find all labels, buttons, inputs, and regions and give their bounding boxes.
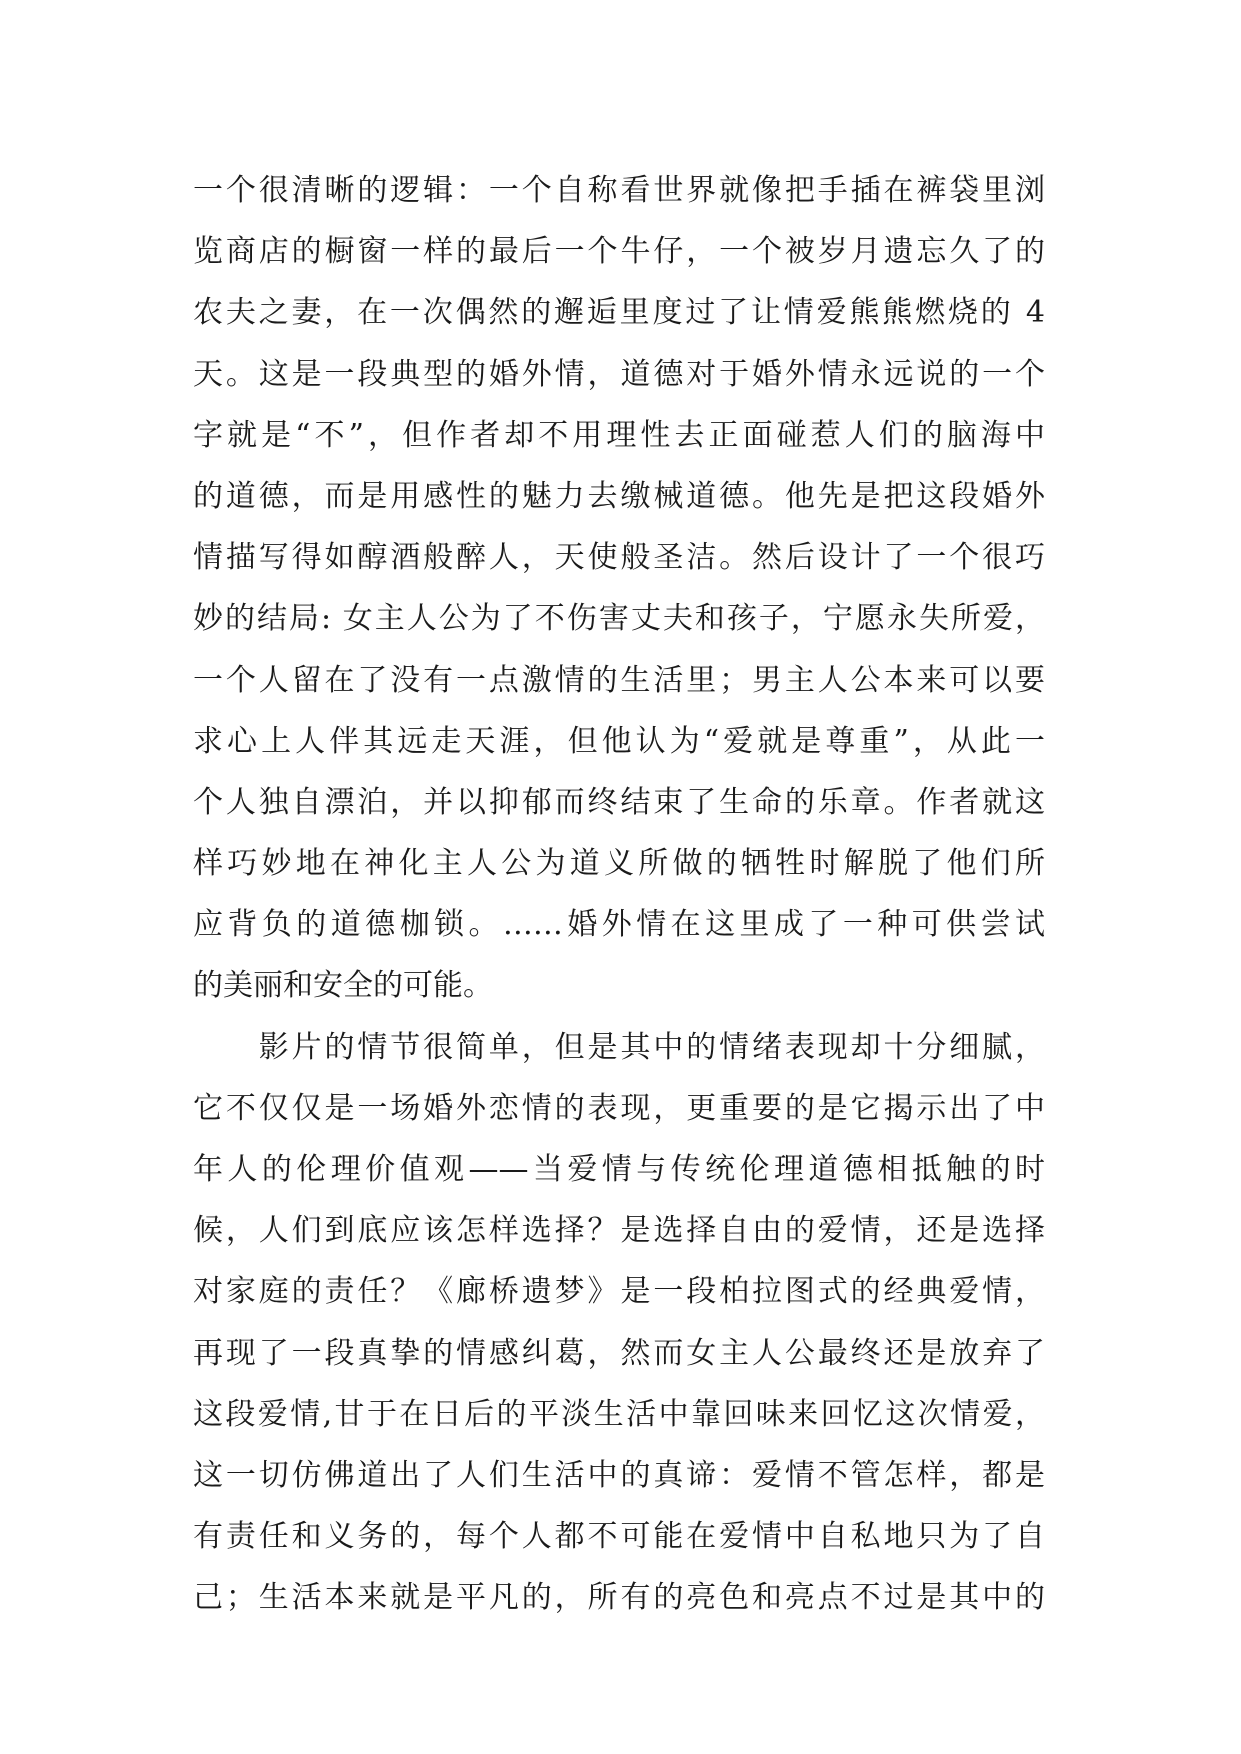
text-line: 再现了一段真挚的情感纠葛，然而女主人公最终还是放弃了 <box>193 1335 1045 1371</box>
paragraph-start-line: 影片的情节很简单，但是其中的情绪表现却十分细腻， <box>193 1029 1045 1065</box>
text-line: 妙的结局: 女主人公为了不伤害丈夫和孩子，宁愿永失所爱， <box>193 601 1045 637</box>
text-line: 对家庭的责任？《廊桥遗梦》是一段柏拉图式的经典爱情， <box>193 1274 1045 1310</box>
text-line: 它不仅仅是一场婚外恋情的表现，更重要的是它揭示出了中 <box>193 1090 1045 1126</box>
text-line: 的道德，而是用感性的魅力去缴械道德。他先是把这段婚外 <box>193 478 1045 514</box>
paragraph-end-line: 的美丽和安全的可能。 <box>193 968 493 1004</box>
text-line: 求心上人伴其远走天涯，但他认为“爱就是尊重”，从此一 <box>193 723 1045 759</box>
text-line: 农夫之妻，在一次偶然的邂逅里度过了让情爱熊熊燃烧的 4 <box>193 295 1045 331</box>
text-line: 这段爱情,甘于在日后的平淡生活中靠回味来回忆这次情爱， <box>193 1396 1045 1432</box>
text-line: 览商店的橱窗一样的最后一个牛仔，一个被岁月遗忘久了的 <box>193 234 1045 270</box>
text-line: 字就是“不”，但作者却不用理性去正面碰惹人们的脑海中 <box>193 417 1045 453</box>
text-line: 这一切仿佛道出了人们生活中的真谛：爱情不管怎样，都是 <box>193 1457 1045 1493</box>
text-line: 己；生活本来就是平凡的，所有的亮色和亮点不过是其中的 <box>193 1580 1045 1616</box>
text-line: 样巧妙地在神化主人公为道义所做的牺牲时解脱了他们所 <box>193 846 1045 882</box>
text-line: 应背负的道德枷锁。……婚外情在这里成了一种可供尝试 <box>193 907 1045 943</box>
text-line: 有责任和义务的，每个人都不可能在爱情中自私地只为了自 <box>193 1519 1045 1555</box>
text-line: 个人独自漂泊，并以抑郁而终结束了生命的乐章。作者就这 <box>193 784 1045 820</box>
text-line: 情描写得如醇酒般醉人，天使般圣洁。然后设计了一个很巧 <box>193 540 1045 576</box>
text-line: 候，人们到底应该怎样选择？是选择自由的爱情，还是选择 <box>193 1213 1045 1249</box>
text-line: 一个人留在了没有一点激情的生活里；男主人公本来可以要 <box>193 662 1045 698</box>
text-line: 年人的伦理价值观——当爱情与传统伦理道德相抵触的时 <box>193 1152 1045 1187</box>
text-line: 天。这是一段典型的婚外情，道德对于婚外情永远说的一个 <box>193 356 1045 392</box>
text-line: 一个很清晰的逻辑：一个自称看世界就像把手插在裤袋里浏 <box>193 173 1045 208</box>
body-text <box>193 160 1045 1629</box>
